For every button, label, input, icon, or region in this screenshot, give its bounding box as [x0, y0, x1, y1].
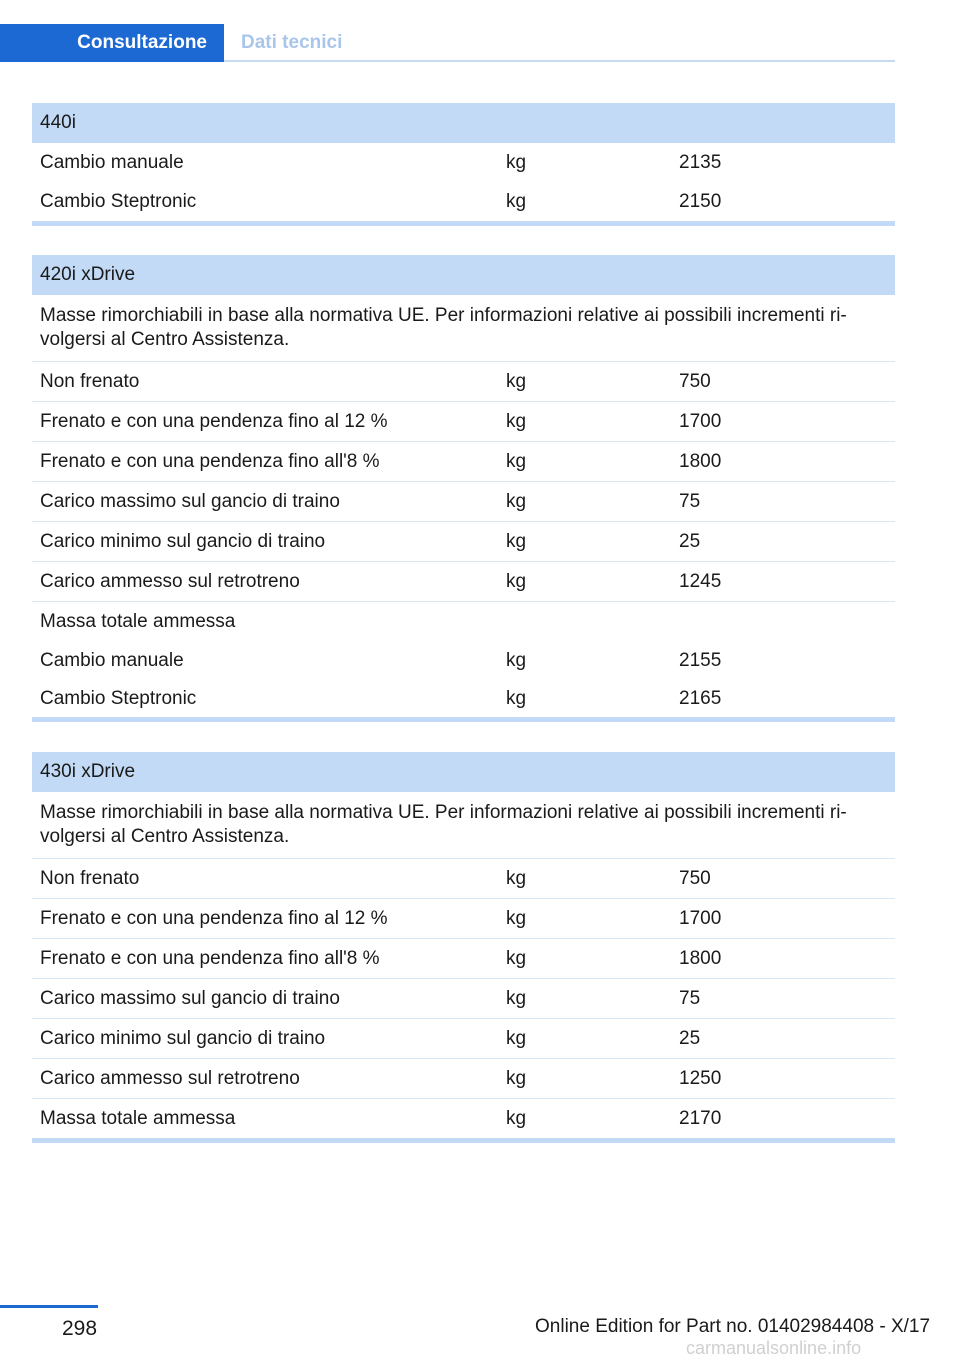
row-unit: kg [506, 1027, 527, 1049]
row-value: 2165 [679, 687, 722, 709]
row-label: Carico minimo sul gancio di traino [40, 1027, 326, 1049]
row-value: 2170 [679, 1107, 722, 1129]
row-unit: kg [506, 450, 527, 472]
table-row [32, 362, 895, 402]
row-value: 25 [679, 530, 701, 552]
row-label: Non frenato [40, 867, 140, 889]
table-row [32, 143, 895, 183]
table-row [32, 979, 895, 1019]
row-label: Massa totale ammessa [40, 1107, 236, 1129]
row-value: 2155 [679, 649, 722, 671]
table-row [32, 442, 895, 482]
row-value: 25 [679, 1027, 701, 1049]
table-note: Masse rimorchiabili in base alla normativa UE. Per informazioni relative ai possibili incrementi rivolgersi al Centro Assistenza. [32, 295, 895, 362]
row-label: Frenato e con una pendenza fino all'8 % [40, 947, 380, 969]
row-unit: kg [506, 947, 527, 969]
row-value: 2135 [679, 152, 722, 173]
tab-dati-tecnici[interactable]: Dati tecnici [241, 32, 343, 53]
row-label: Non frenato [40, 370, 140, 392]
row-unit: kg [506, 370, 527, 392]
row-value: 2150 [679, 191, 722, 212]
row-label: Carico minimo sul gancio di traino [40, 530, 326, 552]
footer-accent-line [0, 1305, 98, 1308]
group-label-row [32, 602, 895, 641]
table-row [32, 522, 895, 562]
table-bottom-rule [32, 1138, 895, 1143]
group-label: Massa totale ammessa [40, 610, 236, 632]
row-unit: kg [506, 152, 527, 173]
table-row [32, 859, 895, 899]
row-label: Carico massimo sul gancio di traino [40, 987, 340, 1009]
row-label: Cambio manuale [40, 649, 184, 671]
table-row [32, 1099, 895, 1138]
row-unit: kg [506, 530, 527, 552]
table-row [32, 641, 895, 680]
row-unit: kg [506, 1067, 527, 1089]
edition-text: Online Edition for Part no. 01402984408 - X/17 [535, 1316, 931, 1337]
table-row [32, 939, 895, 979]
row-unit: kg [506, 410, 527, 432]
row-unit: kg [506, 907, 527, 929]
row-unit: kg [506, 649, 527, 671]
tab-consultazione[interactable]: Consultazione [0, 24, 224, 62]
row-value: 750 [679, 867, 711, 889]
table-title: 430i xDrive [32, 752, 895, 792]
row-value: 750 [679, 370, 711, 392]
table-bottom-rule [32, 717, 895, 722]
table-row [32, 482, 895, 522]
row-label: Frenato e con una pendenza fino al 12 % [40, 410, 388, 432]
table-row [32, 899, 895, 939]
row-label: Cambio Steptronic [40, 191, 197, 212]
row-label: Frenato e con una pendenza fino all'8 % [40, 450, 380, 472]
row-label: Carico ammesso sul retrotreno [40, 570, 300, 592]
table-row [32, 1019, 895, 1059]
row-unit: kg [506, 191, 527, 212]
row-unit: kg [506, 1107, 527, 1129]
row-value: 1800 [679, 947, 722, 969]
row-label: Frenato e con una pendenza fino al 12 % [40, 907, 388, 929]
chapter-header [0, 24, 895, 62]
table-row [32, 562, 895, 602]
table-title: 440i [32, 103, 895, 143]
table-row [32, 402, 895, 442]
row-value: 75 [679, 987, 701, 1009]
row-unit: kg [506, 867, 527, 889]
table-row [32, 183, 895, 221]
row-label: Carico ammesso sul retrotreno [40, 1067, 300, 1089]
page-number: 298 [62, 1317, 98, 1340]
row-value: 1245 [679, 570, 722, 592]
row-value: 1250 [679, 1067, 722, 1089]
row-value: 75 [679, 490, 701, 512]
table-420i-xdrive [32, 255, 895, 722]
row-unit: kg [506, 987, 527, 1009]
row-value: 1700 [679, 907, 722, 929]
row-value: 1700 [679, 410, 722, 432]
row-label: Cambio manuale [40, 152, 184, 173]
watermark: carmanualsonline.info [686, 1338, 862, 1358]
table-row [32, 1059, 895, 1099]
table-bottom-rule [32, 221, 895, 226]
table-row [32, 680, 895, 717]
row-unit: kg [506, 687, 527, 709]
table-note: Masse rimorchiabili in base alla normativa UE. Per informazioni relative ai possibili incrementi rivolgersi al Centro Assistenza. [32, 792, 895, 859]
row-label: Carico massimo sul gancio di traino [40, 490, 340, 512]
table-430i-xdrive [32, 752, 895, 1143]
table-title: 420i xDrive [32, 255, 895, 295]
row-unit: kg [506, 490, 527, 512]
table-440i [32, 103, 895, 226]
row-unit: kg [506, 570, 527, 592]
row-label: Cambio Steptronic [40, 687, 197, 709]
row-value: 1800 [679, 450, 722, 472]
